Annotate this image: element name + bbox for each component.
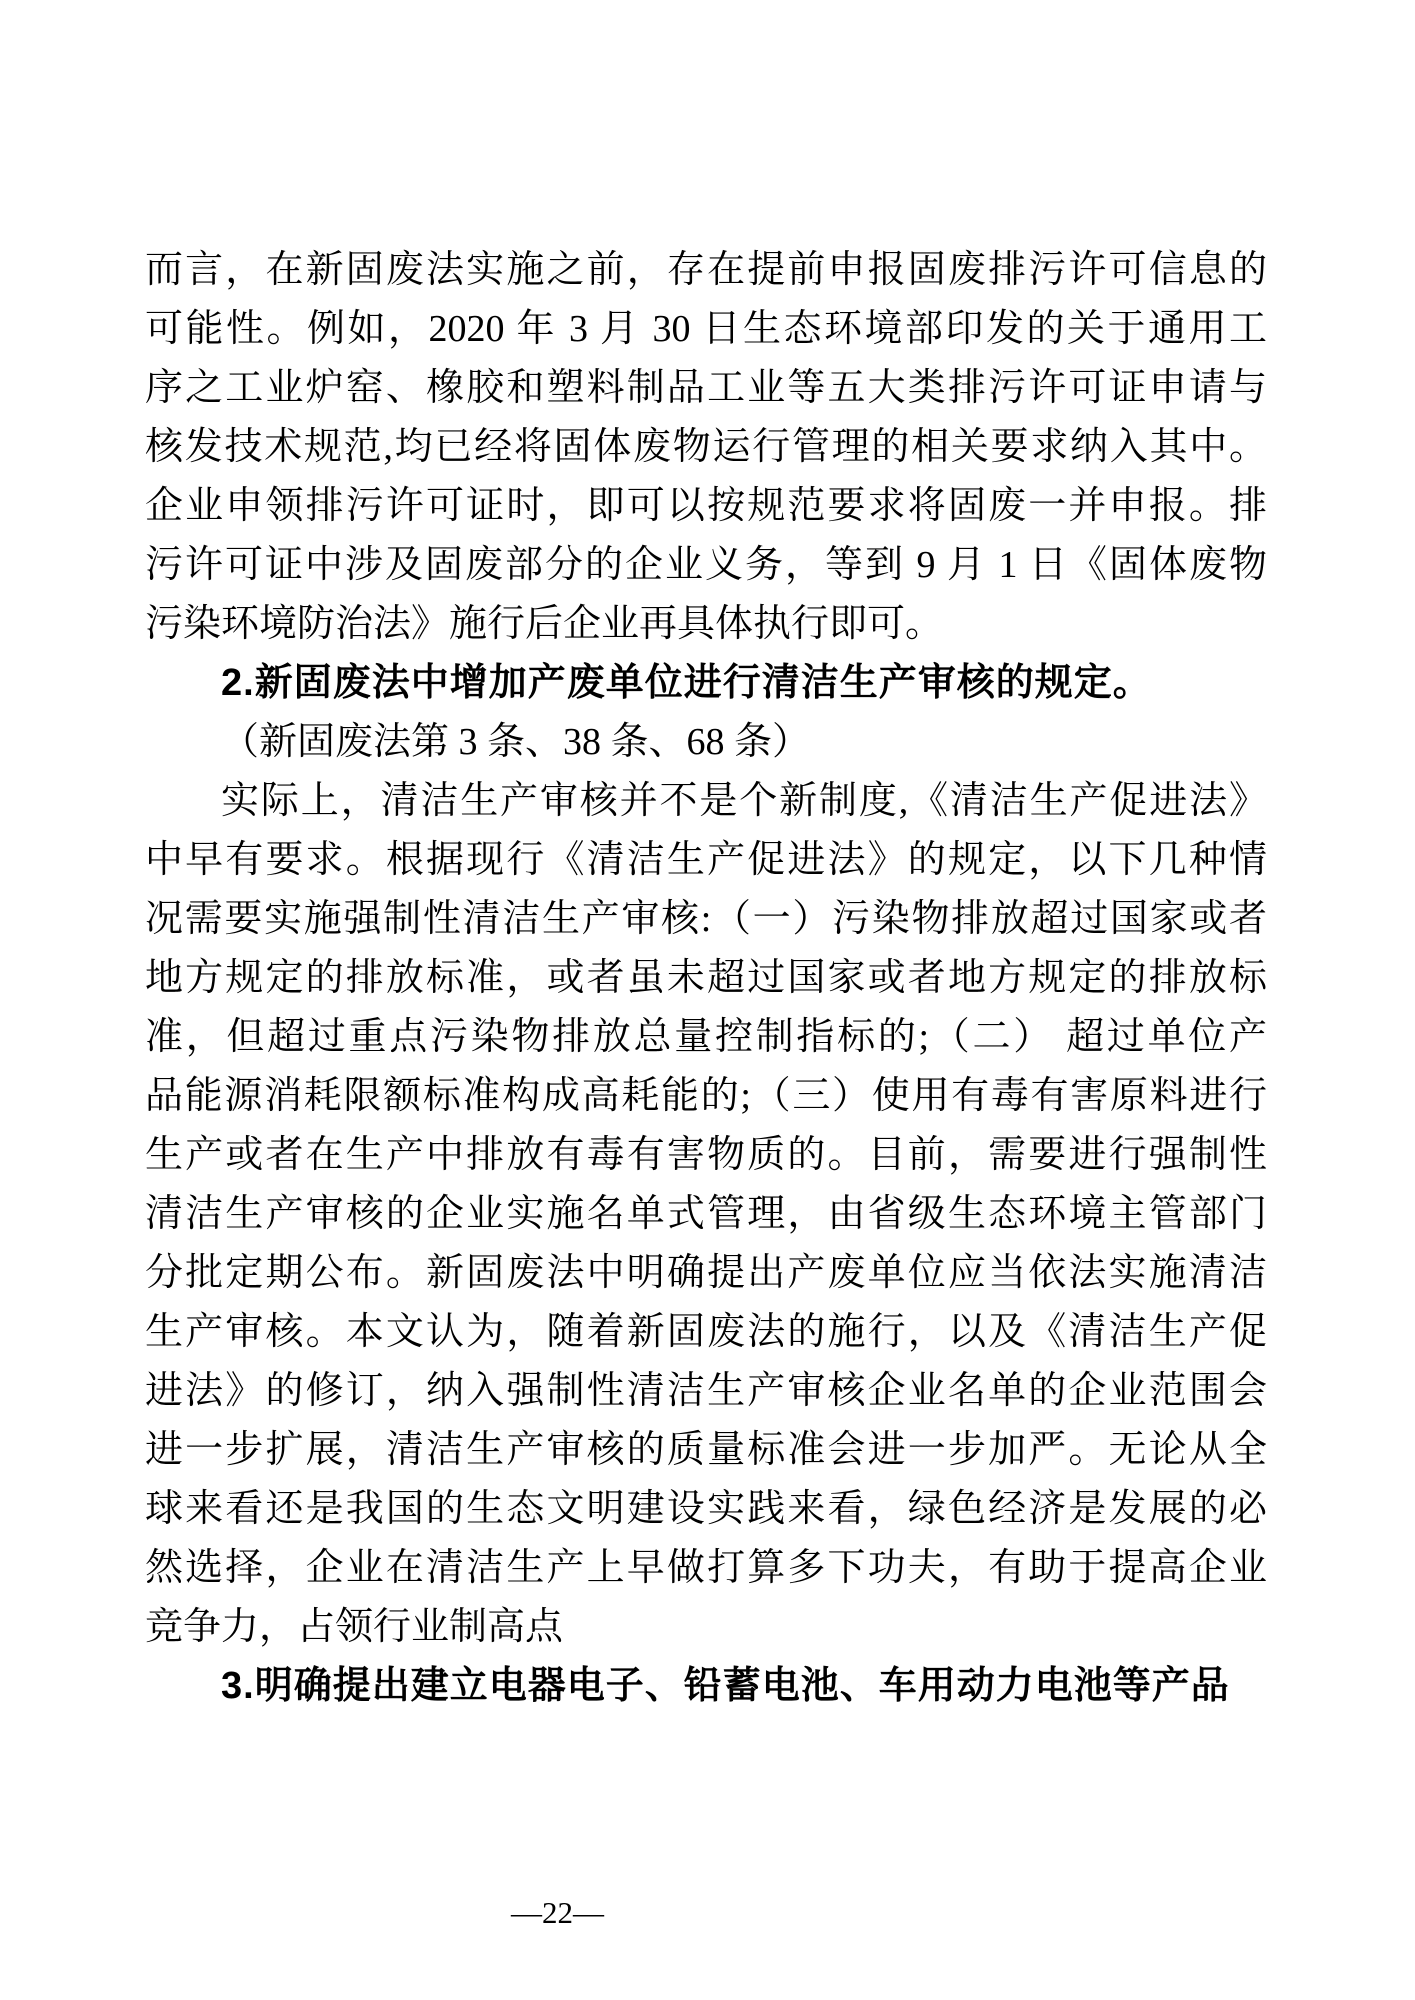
text-line: 序之工业炉窑、橡胶和塑料制品工业等五大类排污许可证申请与 <box>145 367 1267 409</box>
text-line: 准，但超过重点污染物排放总量控制指标的;（二） 超过单位产 <box>145 1016 1267 1058</box>
text-line: 进法》的修订，纳入强制性清洁生产审核企业名单的企业范围会 <box>145 1370 1267 1412</box>
text-line: 污许可证中涉及固废部分的企业义务，等到 9 月 1 日《固体废物 <box>145 544 1267 586</box>
heading-line: 2.新固废法中增加产废单位进行清洁生产审核的规定。 <box>221 662 1152 704</box>
text-line: 况需要实施强制性清洁生产审核:（一）污染物排放超过国家或者 <box>145 898 1267 940</box>
text-line: 核发技术规范,均已经将固体废物运行管理的相关要求纳入其中。 <box>145 426 1267 468</box>
text-line: 中早有要求。根据现行《清洁生产促进法》的规定，以下几种情 <box>145 839 1267 881</box>
text-line: 品能源消耗限额标准构成高耗能的;（三）使用有毒有害原料进行 <box>145 1075 1267 1117</box>
text-line: 地方规定的排放标准，或者虽未超过国家或者地方规定的排放标 <box>145 957 1267 999</box>
text-line: 企业申领排污许可证时，即可以按规范要求将固废一并申报。排 <box>145 485 1267 527</box>
text-line: （新固废法第 3 条、38 条、68 条） <box>221 721 811 763</box>
text-line: 分批定期公布。新固废法中明确提出产废单位应当依法实施清洁 <box>145 1252 1267 1294</box>
text-line: 污染环境防治法》施行后企业再具体执行即可。 <box>145 603 944 645</box>
text-line: 生产审核。本文认为，随着新固废法的施行，以及《清洁生产促 <box>145 1311 1267 1353</box>
text-line: 然选择，企业在清洁生产上早做打算多下功夫，有助于提高企业 <box>145 1547 1267 1589</box>
heading-line: 3.明确提出建立电器电子、铅蓄电池、车用动力电池等产品 <box>221 1665 1230 1707</box>
text-line: 竞争力，占领行业制高点 <box>145 1606 564 1648</box>
page-number: —22— <box>511 1895 604 1930</box>
text-line: 生产或者在生产中排放有毒有害物质的。目前，需要进行强制性 <box>145 1134 1267 1176</box>
text-line: 可能性。例如，2020 年 3 月 30 日生态环境部印发的关于通用工 <box>145 308 1267 350</box>
text-line: 实际上，清洁生产审核并不是个新制度,《清洁生产促进法》 <box>221 780 1267 822</box>
text-line: 而言，在新固废法实施之前，存在提前申报固废排污许可信息的 <box>145 249 1267 291</box>
page-content <box>145 241 1267 1716</box>
text-line: 清洁生产审核的企业实施名单式管理，由省级生态环境主管部门 <box>145 1193 1267 1235</box>
text-line: 进一步扩展，清洁生产审核的质量标准会进一步加严。无论从全 <box>145 1429 1267 1471</box>
text-line: 球来看还是我国的生态文明建设实践来看，绿色经济是发展的必 <box>145 1488 1267 1530</box>
